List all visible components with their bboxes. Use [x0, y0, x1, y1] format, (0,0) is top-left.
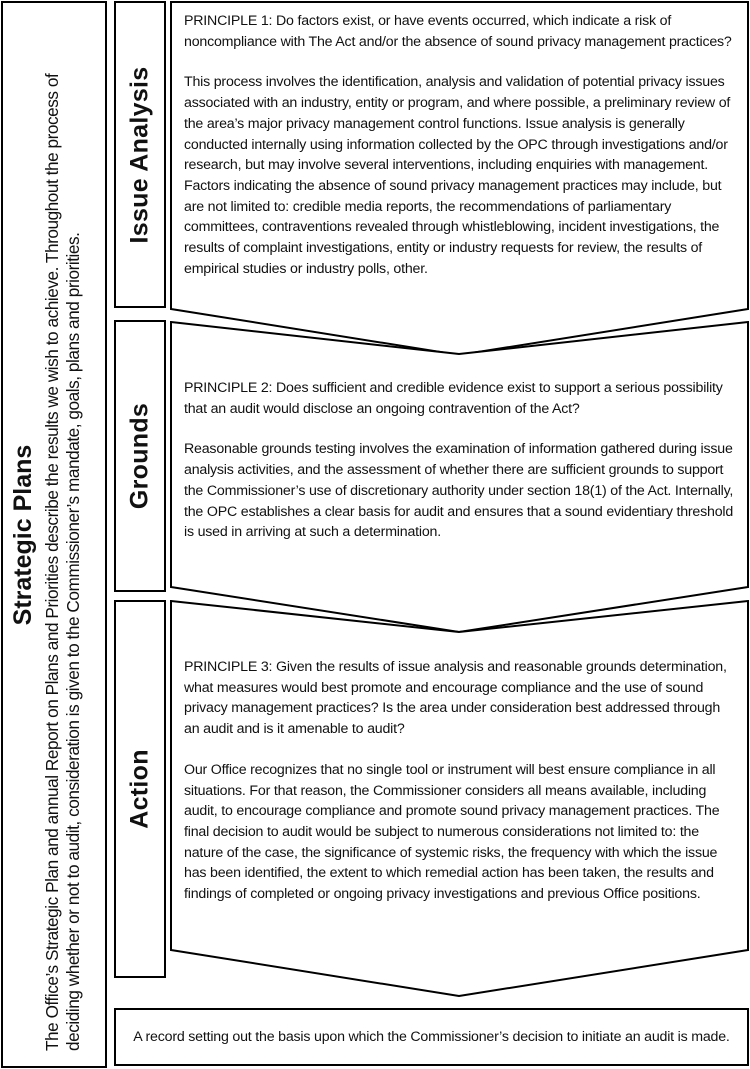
strategic-plans-description: The Office’s Strategic Plan and annual Report on Plans and Priorities describe the results we wish to achieve. Throughout the process of deciding whether or not to audit, consideration is given to the Commissioner’s mandate, goals, plans and priorities.	[42, 73, 83, 1051]
strategic-plans-title: Strategic Plans	[9, 444, 37, 625]
outcome-text: A record setting out the basis upon which the Commissioner’s decision to initiate an audit is made.	[133, 1029, 730, 1045]
issue-analysis-chevron	[170, 1, 749, 356]
outcome-box	[114, 1008, 749, 1066]
stage-label-action	[114, 600, 166, 978]
stage-label-grounds	[114, 320, 166, 592]
issue-analysis-text	[184, 11, 739, 279]
stage-label-text: Issue Analysis	[125, 66, 154, 243]
strategic-plans-panel	[1, 1, 107, 1068]
grounds-text	[184, 378, 739, 543]
stage-label-issue-analysis	[114, 1, 166, 308]
principle-3: PRINCIPLE 3: Given the results of issue analysis and reasonable grounds determination, what measures would best promote and encourage compliance and the use of sound privacy management practices? Is the area under consideration best addressed through an audit and is it amenable to audit?	[184, 659, 727, 738]
stage-label-text: Action	[125, 749, 154, 829]
strategic-plans-content	[6, 15, 102, 1055]
grounds-description: Reasonable grounds testing involves the examination of information gathered during issue analysis activities, and the assessment of whether there are sufficient grounds to support the Commissioner’s use of discretionary authority under section 18(1) of the Act. Internally, the OPC establishes a clear basis for audit and ensures that a sound evidentiary threshold is used in arriving at such a determination.	[184, 441, 734, 541]
action-text	[184, 657, 739, 905]
grounds-chevron	[170, 321, 749, 633]
principle-1: PRINCIPLE 1: Do factors exist, or have events occurred, which indicate a risk of noncompliance with The Act and/or the absence of sound privacy management practices?	[184, 13, 732, 50]
action-chevron	[170, 600, 749, 997]
action-description: Our Office recognizes that no single tool or instrument will best ensure compliance in all situations. For that reason, the Commissioner considers all means available, including audit, to encourage compliance and promote sound privacy management practices. The final decision to audit would be subject to numerous considerations not limited to: the nature of the case, the significance of systemic risks, the frequency with which the issue has been identified, the extent to which remedial action has been taken, the results and findings of completed or ongoing privacy investigations and previous Office positions.	[184, 761, 720, 903]
stage-label-text: Grounds	[125, 402, 154, 510]
principle-2: PRINCIPLE 2: Does sufficient and credible evidence exist to support a serious possibility that an audit would disclose an ongoing contravention of the Act?	[184, 380, 723, 417]
issue-analysis-description: This process involves the identification, analysis and validation of potential privacy issues associated with an industry, entity or program, and where possible, a preliminary review of the area’s major privacy management control functions. Issue analysis is generally conducted internally using information collected by the OPC through investigations and/or research, but may involve several interventions, including enquiries with management. Factors indicating the absence of sound privacy management practices may include, but are not limited to: credible media reports, the recommendations of parliamentary committees, contraventions revealed through whistleblowing, incident investigations, the results of complaint investigations, entity or industry requests for review, the results of empirical studies or industry polls, other.	[184, 74, 731, 277]
